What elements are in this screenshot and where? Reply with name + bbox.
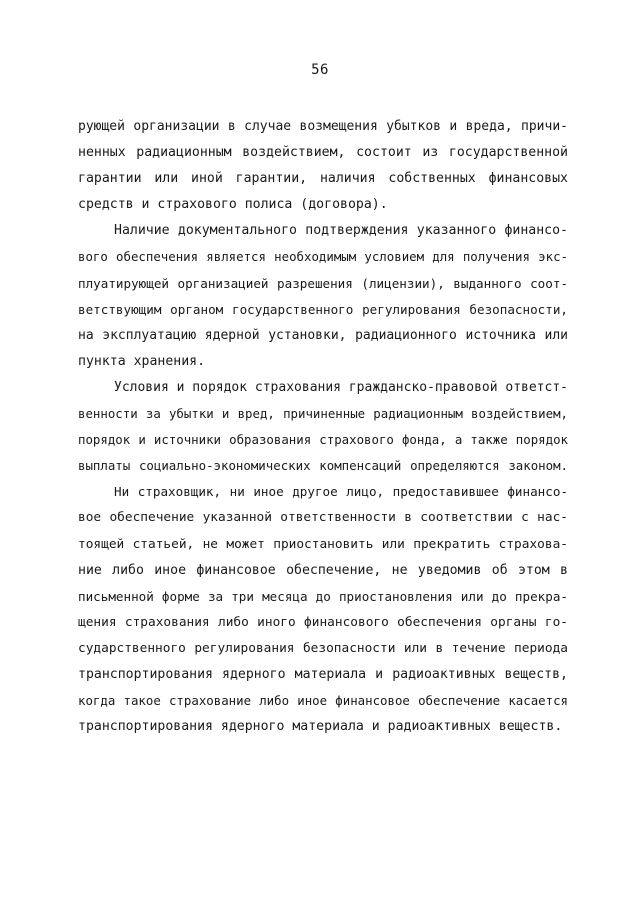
text-line: плуатирующей организацией разрешения (лицензии), выданного соот- [78,275,568,291]
body-text [78,114,568,740]
text-line: рующей организации в случае возмещения убытков и вреда, причи- [78,119,568,134]
text-line: письменной форме за три месяца до приостановления или до прекра- [78,588,568,604]
text-line: гарантии или иной гарантии, наличия собственных финансовых [78,171,568,187]
text-line: средств и страхового полиса (договора). [78,197,388,213]
text-line: сударственного регулирования безопасности или в течение периода [78,640,568,656]
paragraph [78,375,568,479]
paragraph [78,479,568,740]
text-line: Условия и порядок страхования гражданско-правовой ответст- [114,379,568,395]
page-number: 56 [311,62,329,78]
text-line: когда такое страхование либо иное финансовое обеспечение касается [78,693,568,709]
text-line: пункта хранения. [78,353,206,369]
paragraph [78,114,568,218]
text-line: вого обеспечения является необходимым условием для получения экс- [78,249,568,265]
text-line: Наличие документального подтверждения указанного финансо- [114,223,568,239]
text-line: на эксплуатацию ядерной установки, радиационного источника или [78,327,568,343]
text-line: тоящей статьей, не может приостановить или прекратить страхова- [78,536,568,552]
text-line: ненных радиационным воздействием, состоит из государственной [78,145,568,161]
text-line: щения страхования либо иного финансового обеспечения органы го- [78,614,568,630]
text-line: венности за убытки и вред, причиненные радиационным воздействием, [78,406,568,422]
text-line: ние либо иное финансовое обеспечение, не уведомив об этом в [78,562,568,578]
text-line: выплаты социально-экономических компенсаций определяются законом. [78,458,568,474]
text-line: ветствующим органом государственного регулирования безопасности, [78,301,568,317]
text-line: порядок и источники образования страхового фонда, а также порядок [78,432,568,448]
text-line: Ни страховщик, ни иное другое лицо, предоставившее финансо- [114,484,568,500]
text-line: транспортирования ядерного материала и радиоактивных веществ. [78,719,563,735]
text-line: вое обеспечение указанной ответственности в соответствии с нас- [78,510,568,526]
paragraph [78,218,568,375]
text-line: транспортирования ядерного материала и радиоактивных веществ, [78,666,568,682]
